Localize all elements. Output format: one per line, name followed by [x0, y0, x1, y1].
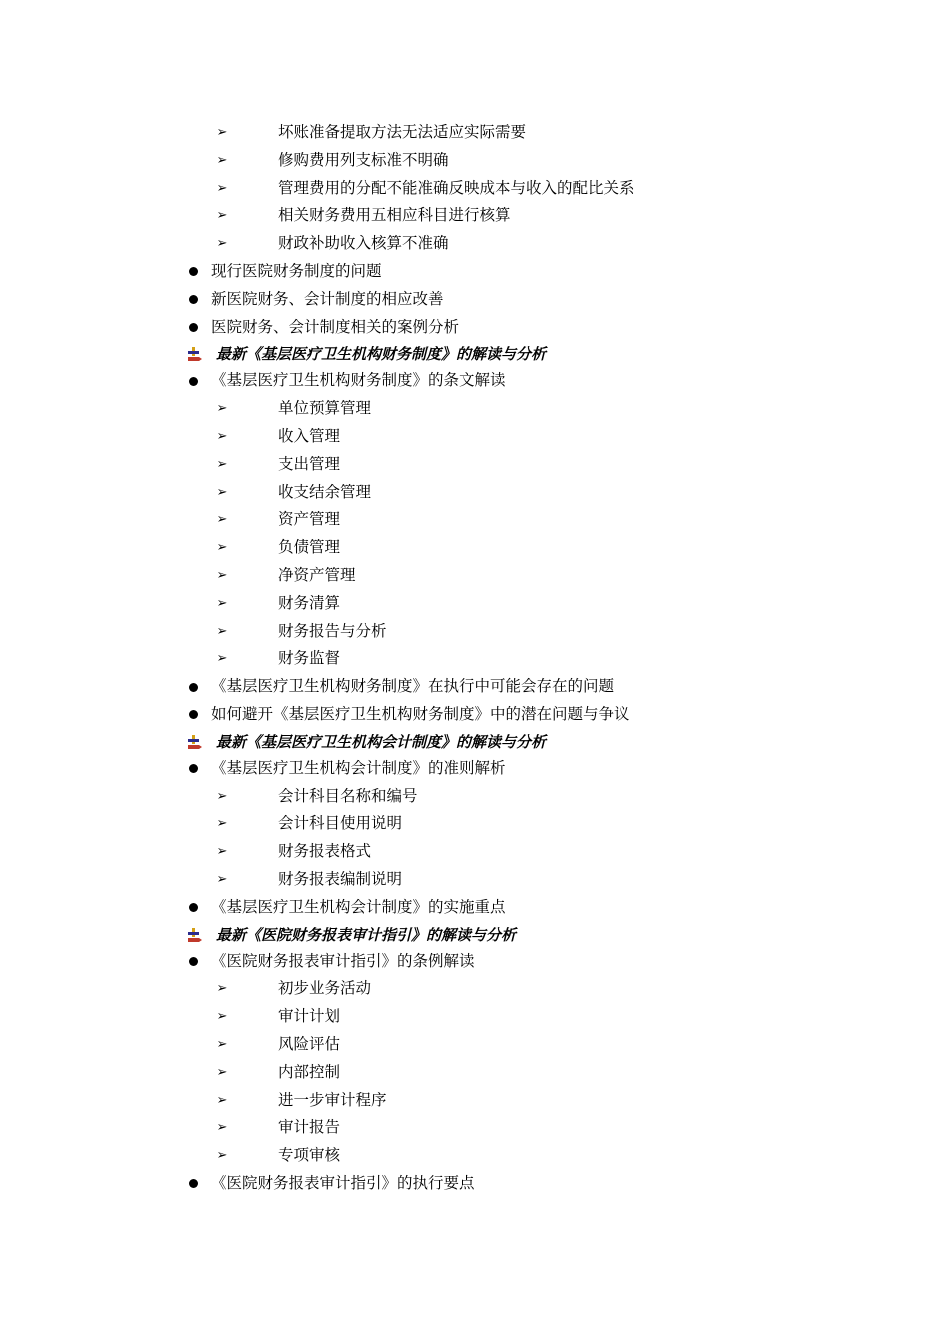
item-text: 财务监督: [278, 649, 341, 668]
sub-list-item: [0, 1114, 950, 1142]
section-heading: [0, 341, 950, 367]
item-text: 《医院财务报表审计指引》的执行要点: [211, 1173, 475, 1192]
arrow-bullet-icon: ➢: [216, 844, 228, 860]
item-text: 风险评估: [278, 1034, 341, 1053]
list-item: [0, 894, 950, 922]
item-text: 财务报表编制说明: [278, 869, 403, 888]
arrow-bullet-icon: ➢: [216, 1148, 228, 1164]
sub-list-item: [0, 838, 950, 866]
item-text: 修购费用列支标准不明确: [278, 150, 449, 169]
round-bullet-icon: [186, 1170, 200, 1198]
item-text: 《基层医疗卫生机构会计制度》的实施重点: [211, 897, 506, 916]
sub-list-item: [0, 975, 950, 1003]
sub-list-item: [0, 783, 950, 811]
round-bullet-icon: [186, 948, 200, 976]
item-text: 最新《基层医疗卫生机构财务制度》的解读与分析: [216, 345, 547, 364]
plus-arrow-icon: [187, 734, 203, 750]
sub-list-item: [0, 147, 950, 175]
item-text: 现行医院财务制度的问题: [211, 261, 382, 280]
round-bullet-icon: [186, 701, 200, 729]
sub-list-item: [0, 175, 950, 203]
bullet-dot: [189, 903, 198, 912]
sub-list-item: [0, 119, 950, 147]
item-text: 财务清算: [278, 593, 341, 612]
sub-list-item: [0, 1087, 950, 1115]
arrow-bullet-icon: ➢: [216, 236, 228, 252]
list-item: [0, 286, 950, 314]
sub-list-item: [0, 506, 950, 534]
item-text: 《医院财务报表审计指引》的条例解读: [211, 951, 475, 970]
arrow-bullet-icon: ➢: [216, 788, 228, 804]
round-bullet-icon: [186, 286, 200, 314]
heading-marker: [186, 922, 204, 948]
sub-list-item: [0, 618, 950, 646]
arrow-bullet-icon: ➢: [216, 595, 228, 611]
arrow-bullet-icon: ➢: [216, 512, 228, 528]
item-text: 内部控制: [278, 1062, 341, 1081]
round-bullet-icon: [186, 367, 200, 395]
bullet-dot: [189, 323, 198, 332]
item-text: 收支结余管理: [278, 482, 372, 501]
arrow-bullet-icon: ➢: [216, 484, 228, 500]
sub-list-item: [0, 590, 950, 618]
item-text: 坏账准备提取方法无法适应实际需要: [278, 123, 527, 141]
heading-marker: [186, 729, 204, 755]
item-text: 初步业务活动: [278, 979, 372, 998]
list-item: [0, 755, 950, 783]
sub-list-item: [0, 230, 950, 258]
item-text: 会计科目名称和编号: [278, 786, 418, 805]
bullet-dot: [189, 764, 198, 773]
round-bullet-icon: [186, 894, 200, 922]
item-text: 资产管理: [278, 510, 341, 529]
item-text: 专项审核: [278, 1146, 341, 1165]
bullet-dot: [189, 267, 198, 276]
bullet-dot: [189, 1179, 198, 1188]
bullet-dot: [189, 295, 198, 304]
sub-list-item: [0, 534, 950, 562]
arrow-bullet-icon: ➢: [216, 1036, 228, 1052]
arrow-bullet-icon: ➢: [216, 816, 228, 832]
item-text: 最新《基层医疗卫生机构会计制度》的解读与分析: [216, 732, 547, 751]
item-text: 负债管理: [278, 538, 341, 557]
sub-list-item: [0, 562, 950, 590]
sub-list-item: [0, 451, 950, 479]
bullet-dot: [189, 377, 198, 386]
item-text: 会计科目使用说明: [278, 814, 403, 833]
arrow-bullet-icon: ➢: [216, 981, 228, 997]
arrow-bullet-icon: ➢: [216, 651, 228, 667]
round-bullet-icon: [186, 314, 200, 342]
item-text: 最新《医院财务报表审计指引》的解读与分析: [216, 925, 517, 944]
sub-list-item: [0, 202, 950, 230]
item-text: 新医院财务、会计制度的相应改善: [211, 289, 444, 308]
item-text: 财政补助收入核算不准确: [278, 234, 449, 253]
sub-list-item: [0, 1003, 950, 1031]
section-heading: [0, 729, 950, 755]
sub-list-item: [0, 810, 950, 838]
item-text: 审计计划: [278, 1007, 341, 1026]
item-text: 单位预算管理: [278, 399, 372, 418]
arrow-bullet-icon: ➢: [216, 208, 228, 224]
arrow-bullet-icon: ➢: [216, 456, 228, 472]
round-bullet-icon: [186, 755, 200, 783]
arrow-bullet-icon: ➢: [216, 567, 228, 583]
list-item: [0, 367, 950, 395]
plus-arrow-icon: [187, 346, 203, 362]
bullet-dot: [189, 683, 198, 692]
heading-marker: [186, 341, 204, 367]
arrow-bullet-icon: ➢: [216, 180, 228, 196]
arrow-bullet-icon: ➢: [216, 1092, 228, 1108]
arrow-bullet-icon: ➢: [216, 152, 228, 168]
arrow-bullet-icon: ➢: [216, 428, 228, 444]
arrow-bullet-icon: ➢: [216, 125, 228, 140]
item-text: 《基层医疗卫生机构财务制度》的条文解读: [211, 371, 506, 390]
arrow-bullet-icon: ➢: [216, 1064, 228, 1080]
list-item: [0, 258, 950, 286]
item-text: 《基层医疗卫生机构会计制度》的准则解析: [211, 758, 506, 777]
item-text: 净资产管理: [278, 565, 356, 584]
item-text: 审计报告: [278, 1118, 341, 1137]
round-bullet-icon: [186, 673, 200, 701]
bullet-dot: [189, 957, 198, 966]
arrow-bullet-icon: ➢: [216, 871, 228, 887]
item-text: 如何避开《基层医疗卫生机构财务制度》中的潜在问题与争议: [211, 704, 630, 723]
bullet-dot: [189, 710, 198, 719]
sub-list-item: [0, 1142, 950, 1170]
item-text: 《基层医疗卫生机构财务制度》在执行中可能会存在的问题: [211, 677, 615, 696]
item-text: 支出管理: [278, 454, 341, 473]
arrow-bullet-icon: ➢: [216, 1009, 228, 1025]
document-outline: [0, 119, 950, 1198]
arrow-bullet-icon: ➢: [216, 623, 228, 639]
list-item: [0, 314, 950, 342]
plus-arrow-icon: [187, 927, 203, 943]
item-text: 收入管理: [278, 426, 341, 445]
item-text: 进一步审计程序: [278, 1090, 387, 1109]
sub-list-item: [0, 645, 950, 673]
item-text: 管理费用的分配不能准确反映成本与收入的配比关系: [278, 178, 635, 197]
list-item: [0, 701, 950, 729]
sub-list-item: [0, 423, 950, 451]
arrow-bullet-icon: ➢: [216, 1120, 228, 1136]
item-text: 相关财务费用五相应科目进行核算: [278, 206, 511, 225]
section-heading: [0, 922, 950, 948]
arrow-bullet-icon: ➢: [216, 401, 228, 417]
item-text: 财务报告与分析: [278, 621, 387, 640]
sub-list-item: [0, 479, 950, 507]
list-item: [0, 948, 950, 976]
list-item: [0, 1170, 950, 1198]
list-item: [0, 673, 950, 701]
arrow-bullet-icon: ➢: [216, 540, 228, 556]
item-text: 财务报表格式: [278, 842, 372, 861]
sub-list-item: [0, 1031, 950, 1059]
sub-list-item: [0, 866, 950, 894]
sub-list-item: [0, 395, 950, 423]
item-text: 医院财务、会计制度相关的案例分析: [211, 317, 460, 336]
round-bullet-icon: [186, 258, 200, 286]
sub-list-item: [0, 1059, 950, 1087]
